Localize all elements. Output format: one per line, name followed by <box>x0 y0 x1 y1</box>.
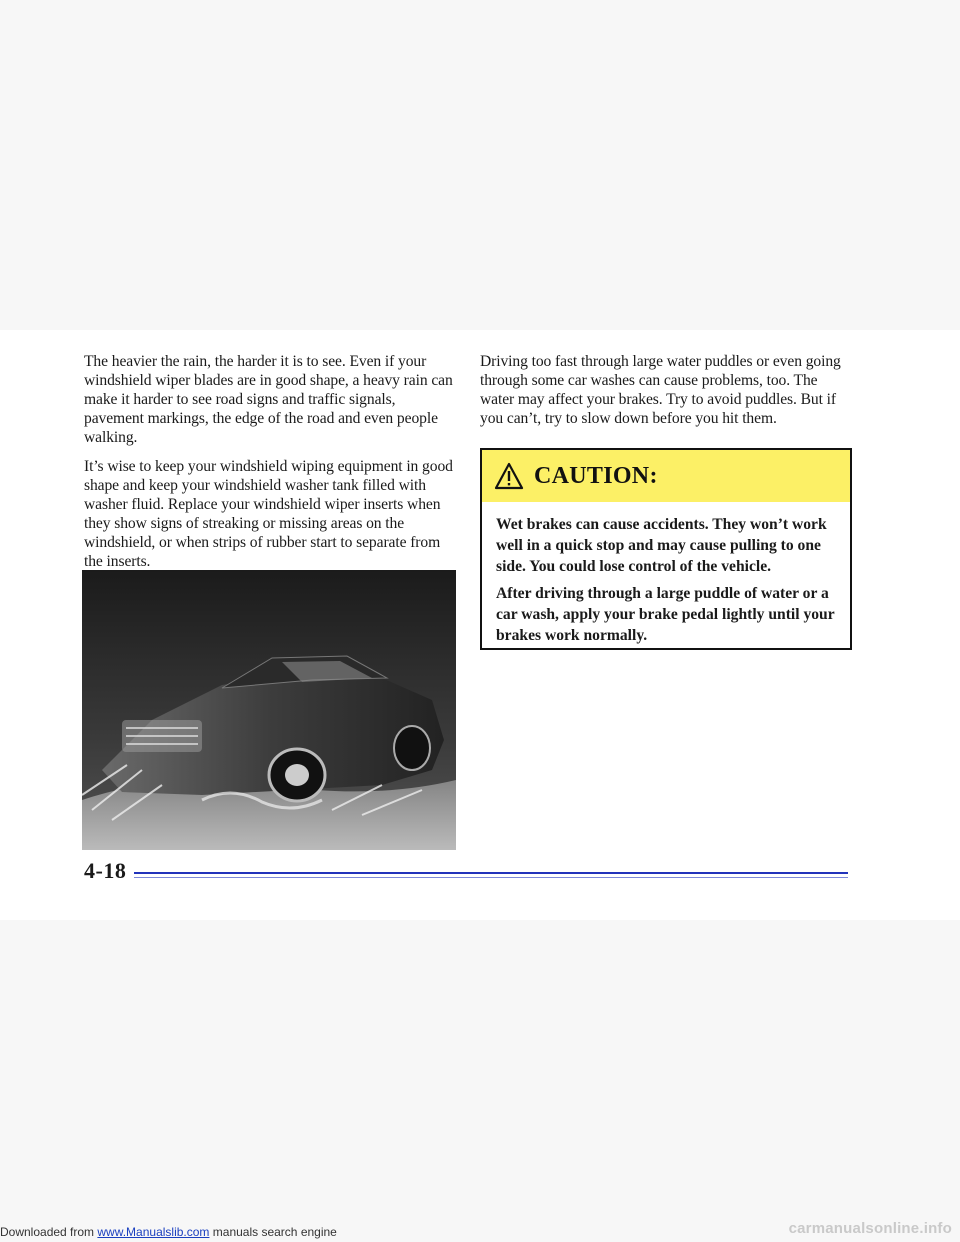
caution-title: CAUTION: <box>534 462 658 489</box>
caution-box <box>480 448 852 650</box>
left-paragraph-2: It’s wise to keep your windshield wiping equipment in good shape and keep your windshield washer tank filled with washer fluid. Replace your windshield wiper inserts when they show signs of streaking or missing areas on the windshield, or when strips of rubber start to separate from the inserts. <box>84 458 453 570</box>
download-suffix: manuals search engine <box>209 1225 337 1239</box>
caution-paragraph-1: Wet brakes can cause accidents. They won’t work well in a quick stop and may cause pulling to one side. You could lose control of the vehicle. <box>496 516 827 575</box>
manualslib-link[interactable]: www.Manualslib.com <box>97 1225 210 1239</box>
footer-rule <box>134 872 848 874</box>
page-number: 4-18 <box>84 858 127 883</box>
site-watermark: carmanualsonline.info <box>788 1220 952 1237</box>
download-prefix: Downloaded from <box>0 1225 98 1239</box>
caution-body <box>482 502 850 646</box>
caution-header <box>482 450 850 502</box>
right-column <box>480 352 852 438</box>
warning-triangle-icon <box>494 462 524 490</box>
left-paragraph-1: The heavier the rain, the harder it is to see. Even if your windshield wiper blades are in good shape, a heavy rain can make it harder to see road signs and traffic signals, pavement markings, the edge of the road and even people walking. <box>84 353 453 446</box>
caution-paragraph-2: After driving through a large puddle of water or a car wash, apply your brake pedal lightly until your brakes work normally. <box>496 585 835 644</box>
download-banner-top <box>0 0 960 18</box>
right-paragraph-1: Driving too fast through large water puddles or even going through some car washes can cause problems, too. The water may affect your brakes. Try to avoid puddles. But if you can’t, try to slow down before you hit them. <box>480 353 841 427</box>
footer-rule-secondary <box>134 877 848 878</box>
left-column <box>84 352 456 581</box>
car-splash-photo <box>82 570 456 850</box>
car-illustration <box>82 570 456 850</box>
